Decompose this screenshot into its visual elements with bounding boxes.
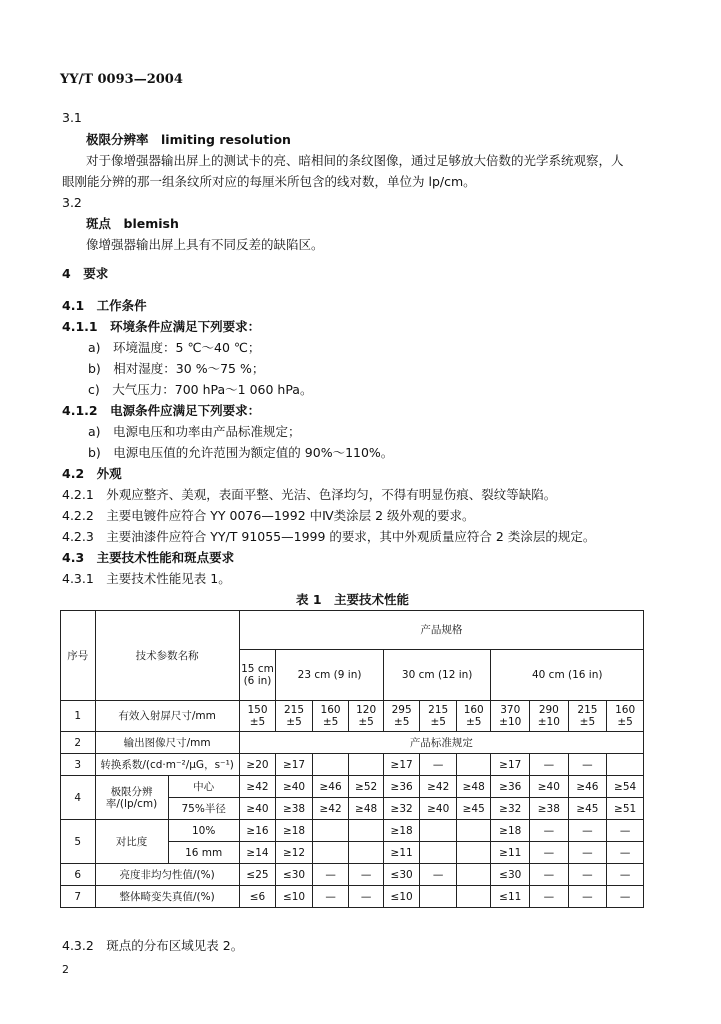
cell-value: ≥46	[568, 776, 607, 798]
cell-value: ≤6	[239, 886, 276, 908]
section-4-3-1: 4.3.1 主要技术性能见表 1。	[62, 571, 231, 586]
cell-param: 输出图像尺寸/mm	[95, 732, 239, 754]
cell-no: 7	[61, 886, 96, 908]
item-4-1-2-b: b) 电源电压值的允许范围为额定值的 90%～110%。	[88, 445, 394, 460]
cell-value: —	[568, 842, 607, 864]
cell-value: —	[530, 754, 569, 776]
cell-value	[312, 754, 349, 776]
cell-value: —	[607, 842, 644, 864]
cell-value: 120 ±5	[349, 701, 384, 732]
section-3-2-number: 3.2	[62, 195, 82, 210]
cell-sub-param: 10%	[168, 820, 239, 842]
header-serial: 序号	[61, 611, 96, 701]
cell-value: ≤25	[239, 864, 276, 886]
section-3-1-definition-line1: 对于像增强器输出屏上的测试卡的亮、暗相间的条纹图像，通过足够放大倍数的光学系统观察，人	[86, 153, 624, 168]
item-4-1-1-c: c) 大气压力：700 hPa～1 060 hPa。	[88, 382, 313, 397]
cell-value: —	[568, 864, 607, 886]
cell-value: —	[312, 886, 349, 908]
header-40cm: 40 cm (16 in)	[491, 650, 644, 701]
cell-value: —	[568, 820, 607, 842]
cell-value: —	[568, 886, 607, 908]
cell-sub-param: 中心	[168, 776, 239, 798]
standard-number: YY/T 0093—2004	[60, 72, 183, 87]
section-4-2-1: 4.2.1 外观应整齐、美观，表面平整、光洁、色泽均匀，不得有明显伤痕、裂纹等缺陷。	[62, 487, 557, 502]
cell-value: ≥17	[383, 754, 420, 776]
cell-value	[456, 820, 491, 842]
cell-value	[349, 820, 384, 842]
cell-value: —	[607, 820, 644, 842]
header-30cm: 30 cm (12 in)	[383, 650, 491, 701]
cell-value	[312, 842, 349, 864]
cell-sub-param: 75%半径	[168, 798, 239, 820]
cell-value: ≤10	[276, 886, 313, 908]
cell-value: ≤30	[383, 864, 420, 886]
cell-value: ≥17	[276, 754, 313, 776]
cell-value: ≥16	[239, 820, 276, 842]
cell-value: ≥38	[276, 798, 313, 820]
cell-value	[312, 820, 349, 842]
cell-value: —	[312, 864, 349, 886]
cell-value: 150 ±5	[239, 701, 276, 732]
cell-param: 整体畸变失真值/(%)	[95, 886, 239, 908]
cell-param: 对比度	[95, 820, 168, 864]
table-row-3	[61, 754, 644, 776]
cell-value: —	[530, 842, 569, 864]
cell-value: ≥46	[312, 776, 349, 798]
item-4-1-1-b: b) 相对湿度：30 %～75 %；	[88, 361, 265, 376]
section-4-heading: 4 要求	[62, 266, 109, 281]
cell-value: 160 ±5	[312, 701, 349, 732]
section-3-1-number: 3.1	[62, 110, 82, 125]
cell-value: ≥42	[239, 776, 276, 798]
cell-value	[420, 820, 457, 842]
cell-value: 215 ±5	[420, 701, 457, 732]
cell-value: ≥17	[491, 754, 530, 776]
section-3-2-term: 斑点 blemish	[86, 216, 179, 231]
cell-value: ≥32	[383, 798, 420, 820]
cell-value: —	[607, 864, 644, 886]
cell-param: 转换系数/(cd·m⁻²/μG，s⁻¹)	[95, 754, 239, 776]
cell-value	[456, 842, 491, 864]
cell-value: ≥45	[456, 798, 491, 820]
section-4-1-heading: 4.1 工作条件	[62, 298, 147, 313]
section-4-3-heading: 4.3 主要技术性能和斑点要求	[62, 550, 235, 565]
cell-value: ≥48	[349, 798, 384, 820]
header-product-spec: 产品规格	[239, 611, 643, 650]
cell-value: ≥40	[530, 776, 569, 798]
cell-value: ≥11	[383, 842, 420, 864]
table-row-7	[61, 886, 644, 908]
cell-no: 4	[61, 776, 96, 820]
header-15cm: 15 cm (6 in)	[239, 650, 276, 701]
cell-value: 290 ±10	[530, 701, 569, 732]
cell-value: ≥18	[383, 820, 420, 842]
cell-value: 160 ±5	[607, 701, 644, 732]
cell-param: 极限分辨率/(lp/cm)	[95, 776, 168, 820]
cell-value: —	[530, 886, 569, 908]
section-4-2-3: 4.2.3 主要油漆件应符合 YY/T 91055—1999 的要求，其中外观质量应符合 2 类涂层的规定。	[62, 529, 596, 544]
cell-value: ≥36	[383, 776, 420, 798]
item-4-1-1-a: a) 环境温度：5 ℃～40 ℃；	[88, 340, 261, 355]
section-4-2-2: 4.2.2 主要电镀件应符合 YY 0076—1992 中Ⅳ类涂层 2 级外观的要求。	[62, 508, 475, 523]
cell-value: ≥38	[530, 798, 569, 820]
table-1	[60, 610, 644, 908]
cell-value: ≤30	[491, 864, 530, 886]
cell-value	[349, 754, 384, 776]
cell-value: ≥52	[349, 776, 384, 798]
cell-value: ≥40	[276, 776, 313, 798]
cell-value: ≤11	[491, 886, 530, 908]
cell-value: ≥48	[456, 776, 491, 798]
table-row-2	[61, 732, 644, 754]
section-3-2-definition: 像增强器输出屏上具有不同反差的缺陷区。	[86, 237, 324, 252]
cell-value: —	[420, 754, 457, 776]
section-4-2-heading: 4.2 外观	[62, 466, 122, 481]
table-row-6	[61, 864, 644, 886]
section-3-1-definition-line2: 眼刚能分辨的那一组条纹所对应的每厘米所包含的线对数，单位为 lp/cm。	[62, 174, 476, 189]
section-4-3-2: 4.3.2 斑点的分布区域见表 2。	[62, 938, 244, 953]
cell-value	[349, 842, 384, 864]
table-1-caption: 表 1 主要技术性能	[296, 592, 410, 607]
cell-value: ≥40	[239, 798, 276, 820]
cell-value: ≥12	[276, 842, 313, 864]
cell-value: —	[349, 864, 384, 886]
cell-value: 215 ±5	[568, 701, 607, 732]
page-number: 2	[62, 963, 69, 976]
cell-value	[456, 864, 491, 886]
table-row-4a	[61, 776, 644, 798]
cell-param: 亮度非均匀性值/(%)	[95, 864, 239, 886]
cell-no: 3	[61, 754, 96, 776]
cell-value: —	[349, 886, 384, 908]
cell-value: —	[420, 864, 457, 886]
cell-value: 295 ±5	[383, 701, 420, 732]
cell-value: ≥40	[420, 798, 457, 820]
cell-value: ≥51	[607, 798, 644, 820]
cell-value: 370 ±10	[491, 701, 530, 732]
header-23cm: 23 cm (9 in)	[276, 650, 384, 701]
cell-param: 有效入射屏尺寸/mm	[95, 701, 239, 732]
cell-value	[420, 886, 457, 908]
table-row-1	[61, 701, 644, 732]
cell-value: ≥14	[239, 842, 276, 864]
cell-value: —	[607, 886, 644, 908]
cell-value: 160 ±5	[456, 701, 491, 732]
cell-value	[420, 842, 457, 864]
cell-value	[607, 754, 644, 776]
cell-value: ≥54	[607, 776, 644, 798]
cell-no: 6	[61, 864, 96, 886]
cell-value: —	[530, 864, 569, 886]
cell-value: ≤10	[383, 886, 420, 908]
cell-value: ≤30	[276, 864, 313, 886]
table-row-5a	[61, 820, 644, 842]
section-4-1-2: 4.1.2 电源条件应满足下列要求：	[62, 403, 261, 418]
cell-value: —	[530, 820, 569, 842]
section-4-1-1: 4.1.1 环境条件应满足下列要求：	[62, 319, 261, 334]
cell-value: ≥45	[568, 798, 607, 820]
cell-value	[456, 754, 491, 776]
cell-value: 产品标准规定	[239, 732, 643, 754]
cell-value: ≥42	[312, 798, 349, 820]
cell-value	[456, 886, 491, 908]
cell-value: ≥11	[491, 842, 530, 864]
cell-no: 2	[61, 732, 96, 754]
cell-value: —	[568, 754, 607, 776]
cell-sub-param: 16 mm	[168, 842, 239, 864]
header-parameter: 技术参数名称	[95, 611, 239, 701]
section-3-1-term: 极限分辨率 limiting resolution	[86, 132, 291, 147]
cell-value: ≥20	[239, 754, 276, 776]
cell-value: 215 ±5	[276, 701, 313, 732]
cell-value: ≥18	[491, 820, 530, 842]
cell-value: ≥32	[491, 798, 530, 820]
cell-value: ≥42	[420, 776, 457, 798]
cell-value: ≥36	[491, 776, 530, 798]
cell-no: 5	[61, 820, 96, 864]
item-4-1-2-a: a) 电源电压和功率由产品标准规定；	[88, 424, 301, 439]
cell-no: 1	[61, 701, 96, 732]
cell-value: ≥18	[276, 820, 313, 842]
